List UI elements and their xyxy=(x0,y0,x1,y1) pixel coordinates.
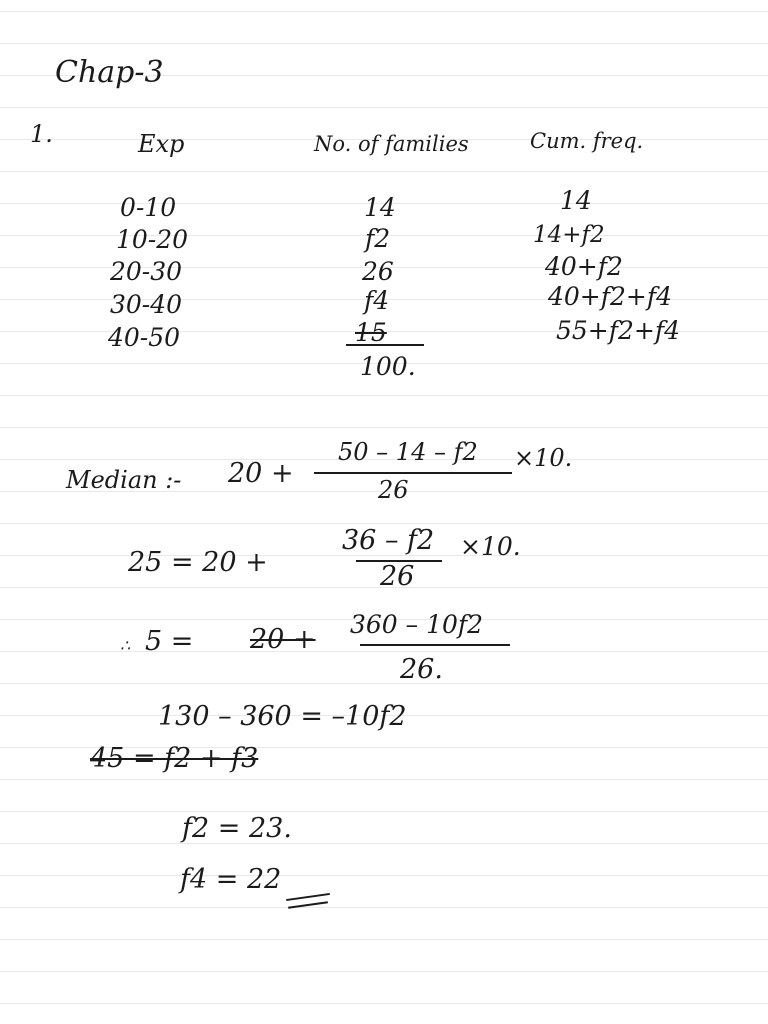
cum-cell: 40+f2+f4 xyxy=(548,282,673,311)
header-cum-freq: Cum. freq. xyxy=(530,129,644,153)
equation-lhs: 25 = 20 + xyxy=(128,547,268,578)
families-cell: 14 xyxy=(364,193,396,222)
exp-cell: 0-10 xyxy=(120,193,177,222)
therefore-symbol: ∴ xyxy=(120,636,131,655)
equation-line: 130 – 360 = –10f2 xyxy=(158,701,407,732)
fraction-bar xyxy=(360,644,510,646)
fraction-numerator: 50 – 14 – f2 xyxy=(338,438,478,466)
header-families: No. of families xyxy=(314,132,469,156)
fraction-denominator: 26 xyxy=(380,561,415,592)
median-label: Median :- xyxy=(66,466,182,494)
families-total: 100. xyxy=(360,352,416,381)
fraction-denominator: 26 xyxy=(378,476,409,504)
equation-lhs: 5 = xyxy=(145,626,194,657)
struck-equation: 45 = f2 + f3 xyxy=(90,743,259,774)
multiplier: ×10. xyxy=(460,532,521,561)
families-cell: f2 xyxy=(365,224,391,253)
header-exp: Exp xyxy=(138,130,185,158)
double-underline xyxy=(286,893,330,901)
equation-mid: 20 + xyxy=(250,624,316,655)
families-cell: f4 xyxy=(364,286,390,315)
fraction-numerator: 360 – 10f2 xyxy=(350,610,484,639)
sum-rule xyxy=(346,344,424,346)
fraction-numerator: 36 – f2 xyxy=(342,525,435,556)
question-number: 1. xyxy=(30,120,53,148)
families-cell: 15 xyxy=(355,318,387,347)
cum-cell: 55+f2+f4 xyxy=(556,316,681,345)
cum-cell: 14+f2 xyxy=(533,222,605,248)
fraction-bar xyxy=(314,472,512,474)
exp-cell: 20-30 xyxy=(110,257,183,286)
result-f2: f2 = 23. xyxy=(182,813,292,844)
cum-cell: 14 xyxy=(560,186,592,215)
multiplier: ×10. xyxy=(514,444,573,472)
fraction-denominator: 26. xyxy=(400,654,443,685)
families-cell: 26 xyxy=(362,257,394,286)
median-lhs: 20 + xyxy=(228,458,294,489)
exp-cell: 30-40 xyxy=(110,290,183,319)
exp-cell: 10-20 xyxy=(116,225,189,254)
result-f4: f4 = 22 xyxy=(180,864,282,895)
exp-cell: 40-50 xyxy=(108,323,181,352)
cum-cell: 40+f2 xyxy=(545,252,623,281)
chapter-heading: Chap-3 xyxy=(55,55,164,90)
double-underline xyxy=(288,901,328,909)
